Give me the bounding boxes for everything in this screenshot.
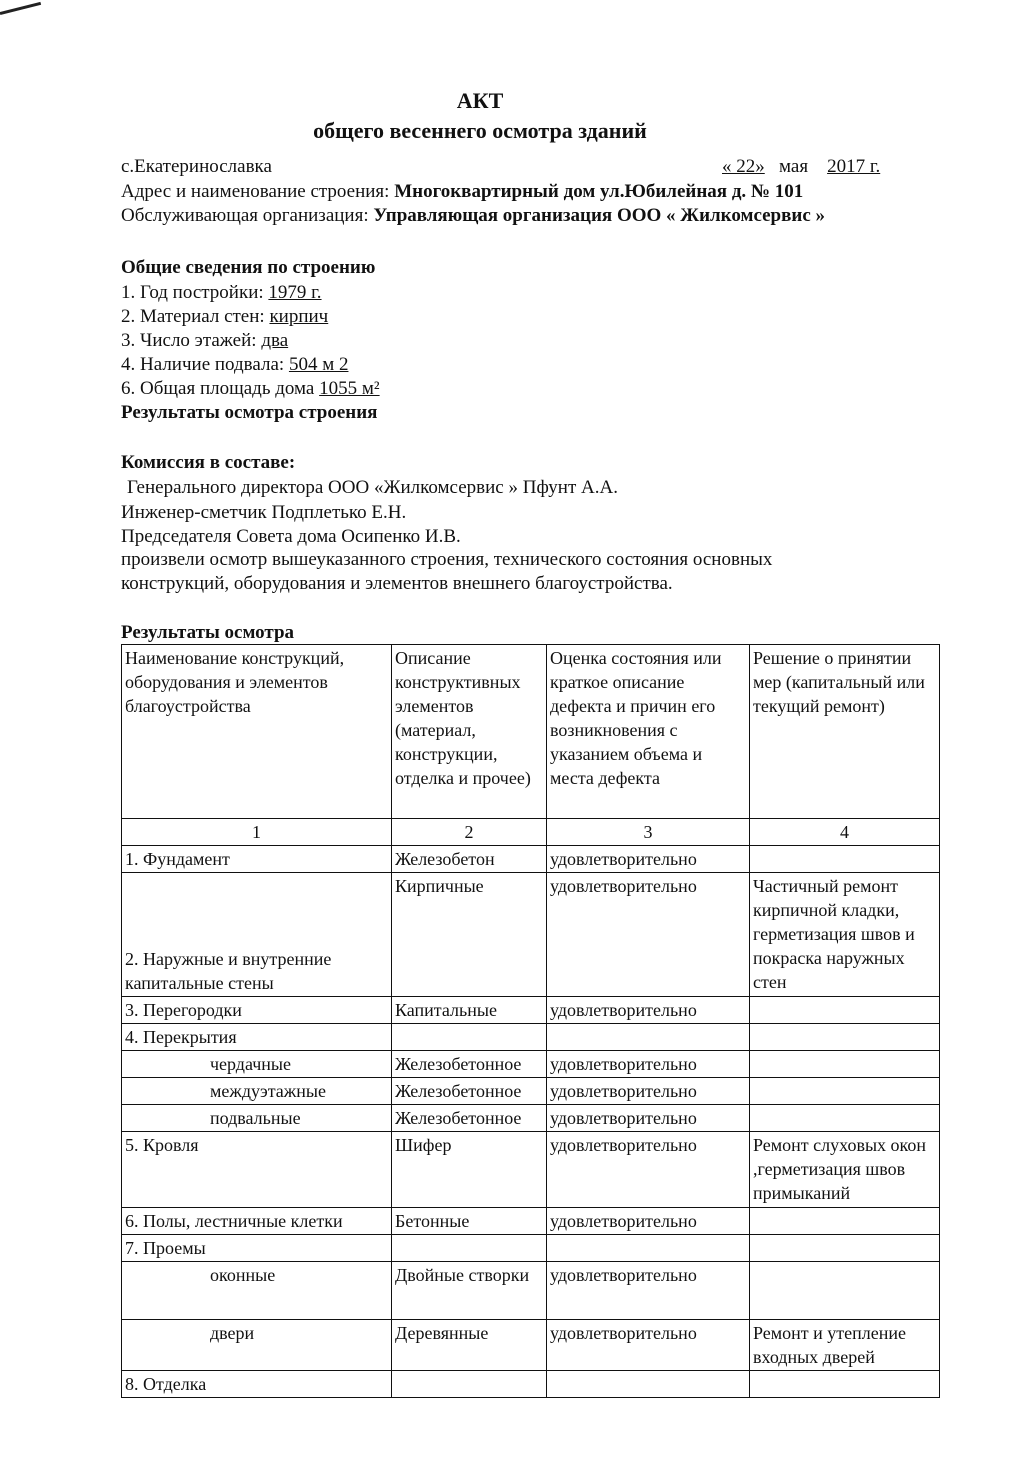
row-state: удовлетворительно <box>547 846 750 873</box>
row-name: 4. Перекрытия <box>122 1024 392 1051</box>
row-state: удовлетворительно <box>547 1051 750 1078</box>
row-state: удовлетворительно <box>547 873 750 997</box>
row-material: Шифер <box>392 1132 547 1208</box>
year-line <box>121 282 322 304</box>
row-name: 3. Перегородки <box>122 997 392 1024</box>
area-value: 1055 м² <box>319 378 380 399</box>
row-state: удовлетворительно <box>547 997 750 1024</box>
material-value: кирпич <box>269 306 329 327</box>
table-row <box>122 1051 940 1078</box>
date-month: мая <box>779 156 809 177</box>
row-decision <box>750 1078 940 1105</box>
row-decision <box>750 1262 940 1320</box>
floors-value: два <box>261 330 289 351</box>
basement-label: 4. Наличие подвала: <box>121 354 285 375</box>
table-heading: Результаты осмотра <box>121 622 295 643</box>
address-value: Многоквартирный дом ул.Юбилейная д. № 101 <box>394 181 804 202</box>
row-material <box>392 1371 547 1398</box>
number-cell: 4 <box>750 819 940 846</box>
row-material: Железобетонное <box>392 1078 547 1105</box>
row-state: удовлетворительно <box>547 1262 750 1320</box>
commission-member: Инженер-сметчик Подплетько Е.Н. <box>121 502 407 523</box>
number-cell: 2 <box>392 819 547 846</box>
commission-heading: Комиссия в составе: <box>121 452 296 473</box>
scan-pen-mark <box>0 2 41 15</box>
number-cell: 3 <box>547 819 750 846</box>
table-row <box>122 1078 940 1105</box>
general-heading: Общие сведения по строению <box>121 257 376 278</box>
table-row <box>122 1371 940 1398</box>
table-row <box>122 1132 940 1208</box>
table-row <box>122 997 940 1024</box>
conclusion-line: конструкций, оборудования и элементов внешнего благоустройства. <box>121 573 673 594</box>
row-name: двери <box>122 1320 392 1371</box>
row-state: удовлетворительно <box>547 1132 750 1208</box>
row-material <box>392 1235 547 1262</box>
commission-member: Генерального директора ООО «Жилкомсервис » Пфунт А.А. <box>127 477 618 498</box>
results-table <box>121 644 940 1398</box>
row-decision <box>750 1024 940 1051</box>
year-label: 1. Год постройки: <box>121 282 264 303</box>
row-state <box>547 1024 750 1051</box>
row-name: 7. Проемы <box>122 1235 392 1262</box>
row-decision: Ремонт и утепление входных дверей <box>750 1320 940 1371</box>
material-label: 2. Материал стен: <box>121 306 265 327</box>
floors-line <box>121 330 288 352</box>
row-name: 8. Отделка <box>122 1371 392 1398</box>
table-header-row <box>122 645 940 819</box>
row-name: 5. Кровля <box>122 1132 392 1208</box>
table-row <box>122 1024 940 1051</box>
table-row <box>122 873 940 997</box>
conclusion-line: произвели осмотр вышеуказанного строения, технического состояния основных <box>121 549 773 570</box>
row-decision: Частичный ремонт кирпичной кладки, герметизация швов и покраска наружных стен <box>750 873 940 997</box>
date-day: « 22» <box>722 156 765 177</box>
date <box>722 156 880 178</box>
row-material: Железобетонное <box>392 1051 547 1078</box>
row-state: удовлетворительно <box>547 1105 750 1132</box>
number-cell: 1 <box>122 819 392 846</box>
org-label: Обслуживающая организация: <box>121 205 369 226</box>
row-material: Бетонные <box>392 1208 547 1235</box>
row-decision <box>750 1371 940 1398</box>
results-building-heading: Результаты осмотра строения <box>121 402 378 423</box>
document-title: АКТ <box>456 88 504 113</box>
header-cell: Наименование конструкций, оборудования и элементов благоустройства <box>122 645 392 819</box>
header-cell: Решение о принятии мер (капитальный или текущий ремонт) <box>750 645 940 819</box>
floors-label: 3. Число этажей: <box>121 330 257 351</box>
basement-line <box>121 354 348 376</box>
row-material: Кирпичные <box>392 873 547 997</box>
row-state <box>547 1235 750 1262</box>
date-year: 2017 г. <box>827 156 881 177</box>
document-subtitle: общего весеннего осмотра зданий <box>313 118 647 143</box>
commission-member: Председателя Совета дома Осипенко И.В. <box>121 526 461 547</box>
row-decision <box>750 1208 940 1235</box>
row-name: чердачные <box>122 1051 392 1078</box>
year-value: 1979 г. <box>268 282 322 303</box>
row-material <box>392 1024 547 1051</box>
material-line <box>121 306 328 328</box>
table-number-row <box>122 819 940 846</box>
row-material: Двойные створки <box>392 1262 547 1320</box>
row-decision <box>750 1235 940 1262</box>
row-name: 6. Полы, лестничные клетки <box>122 1208 392 1235</box>
address-label: Адрес и наименование строения: <box>121 181 390 202</box>
row-name: междуэтажные <box>122 1078 392 1105</box>
row-state: удовлетворительно <box>547 1320 750 1371</box>
table-row <box>122 1235 940 1262</box>
row-name: оконные <box>122 1262 392 1320</box>
place: с.Екатеринославка <box>121 156 272 177</box>
address-line <box>121 181 803 203</box>
row-state: удовлетворительно <box>547 1208 750 1235</box>
table-row <box>122 846 940 873</box>
row-decision <box>750 846 940 873</box>
header-cell: Описание конструктивных элементов (материал, конструкции, отделка и прочее) <box>392 645 547 819</box>
row-name: подвальные <box>122 1105 392 1132</box>
table-row <box>122 1105 940 1132</box>
row-decision <box>750 1051 940 1078</box>
row-state <box>547 1371 750 1398</box>
row-material: Деревянные <box>392 1320 547 1371</box>
table-row <box>122 1320 940 1371</box>
org-value: Управляющая организация ООО « Жилкомсервис » <box>373 205 826 226</box>
row-material: Железобетон <box>392 846 547 873</box>
row-decision <box>750 997 940 1024</box>
row-name: 2. Наружные и внутренние капитальные стены <box>122 873 392 997</box>
table-row <box>122 1208 940 1235</box>
row-decision: Ремонт слуховых окон ,герметизация швов примыканий <box>750 1132 940 1208</box>
row-material: Капитальные <box>392 997 547 1024</box>
area-label: 6. Общая площадь дома <box>121 378 315 399</box>
row-state: удовлетворительно <box>547 1078 750 1105</box>
basement-value: 504 м 2 <box>288 354 349 375</box>
row-decision <box>750 1105 940 1132</box>
row-name: 1. Фундамент <box>122 846 392 873</box>
header-cell: Оценка состояния или краткое описание дефекта и причин его возникновения с указанием объема и места дефекта <box>547 645 750 819</box>
row-material: Железобетонное <box>392 1105 547 1132</box>
area-line <box>121 378 380 400</box>
table-row <box>122 1262 940 1320</box>
org-line <box>121 205 825 227</box>
